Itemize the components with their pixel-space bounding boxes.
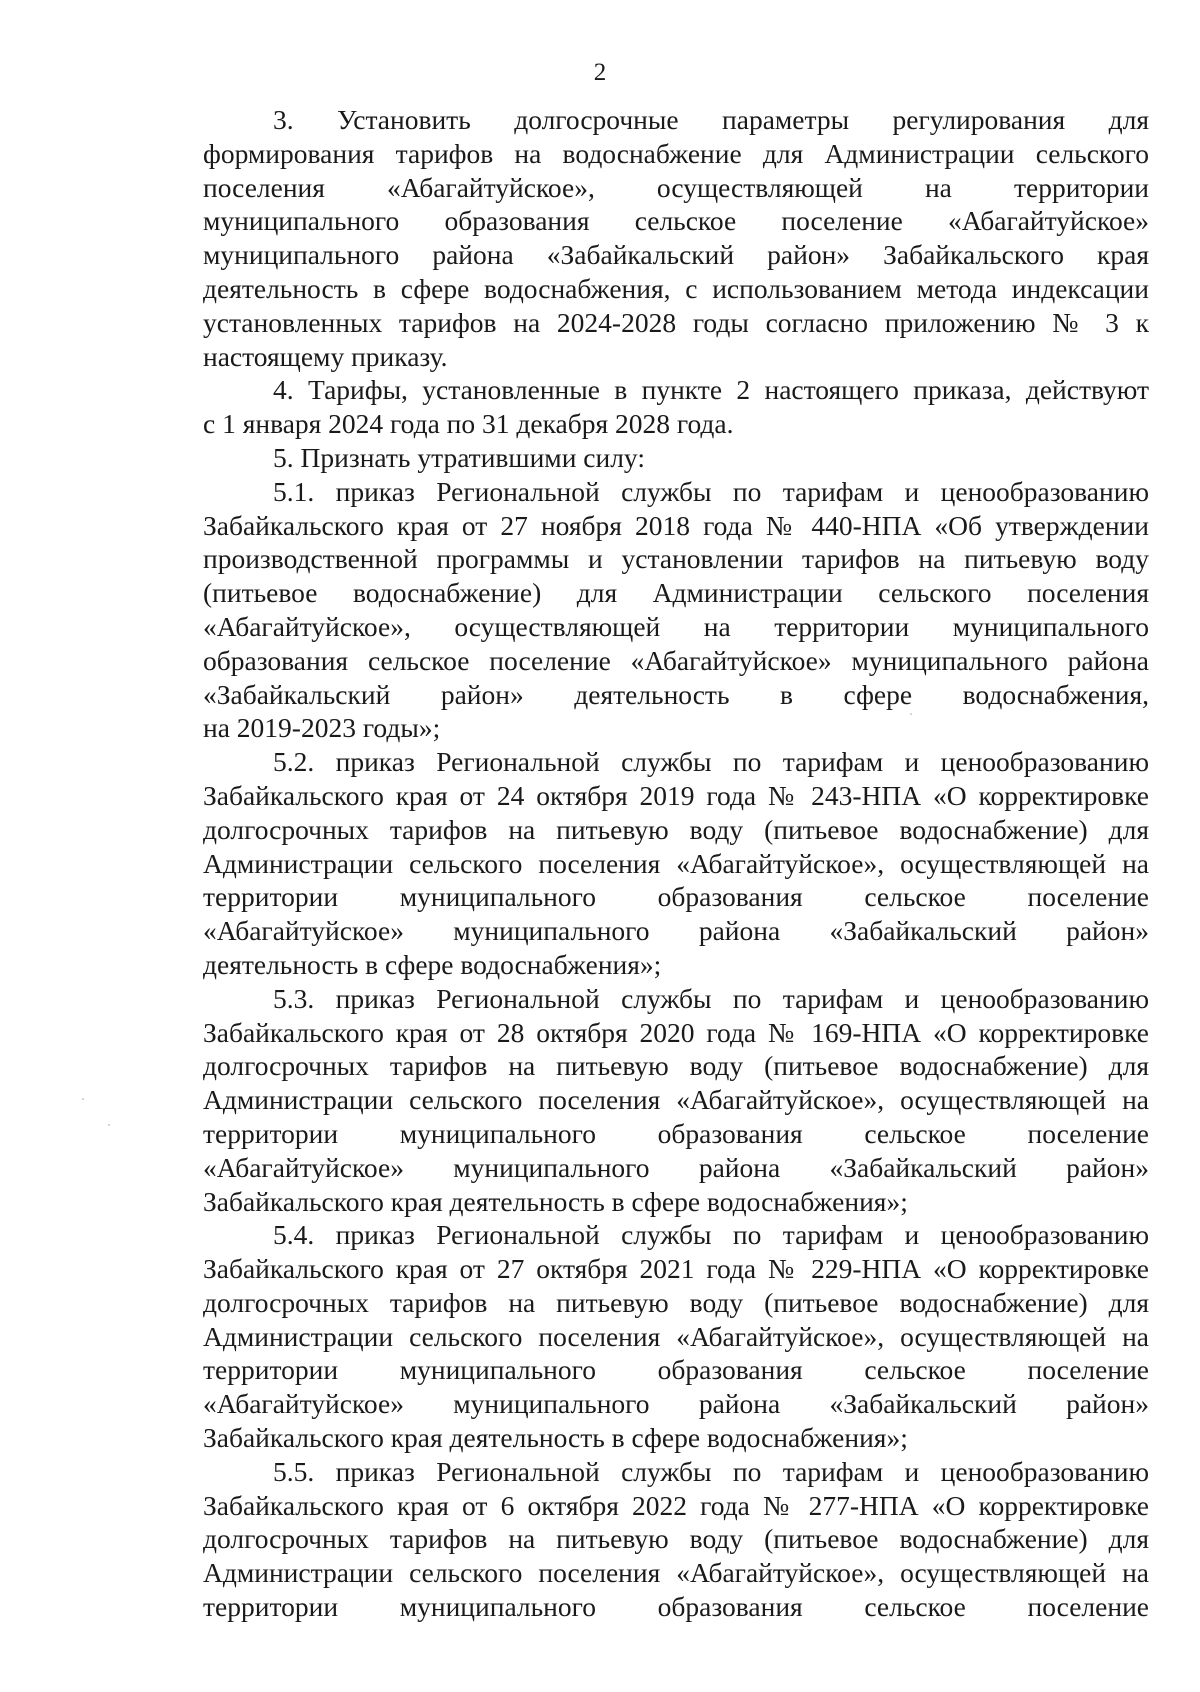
paragraph-5 — [203, 745, 1149, 982]
text-line: 5. Признать утратившими силу: — [273, 441, 645, 473]
text-line: на 2019-2023 годы»; — [203, 712, 441, 744]
text-line: долгосрочных тарифов на питьевую воду (питьевое водоснабжение) для — [203, 813, 1149, 845]
text-line: долгосрочных тарифов на питьевую воду (питьевое водоснабжение) для — [203, 1523, 1149, 1555]
text-line: «Абагайтуйское» муниципального района «Забайкальский район» — [203, 915, 1149, 947]
text-line: Забайкальского края от 24 октября 2019 года № 243-НПА «О корректировке — [203, 779, 1149, 811]
text-line: деятельность в сфере водоснабжения»; — [203, 948, 662, 980]
paragraph-1 — [203, 103, 1149, 373]
text-line: Забайкальского края от 27 октября 2021 года № 229-НПА «О корректировке — [203, 1253, 1149, 1285]
text-line: «Абагайтуйское» муниципального района «Забайкальский район» — [203, 1388, 1149, 1420]
text-line: установленных тарифов на 2024-2028 годы согласно приложению № 3 к — [203, 306, 1149, 338]
text-line: муниципального образования сельское поселение «Абагайтуйское» — [203, 205, 1149, 237]
text-line: долгосрочных тарифов на питьевую воду (питьевое водоснабжение) для — [203, 1050, 1149, 1082]
text-line: с 1 января 2024 года по 31 декабря 2028 года. — [203, 408, 734, 440]
page-number: 2 — [593, 59, 607, 86]
scan-artifact — [82, 1098, 84, 1100]
text-line: Забайкальского края от 27 ноября 2018 года № 440-НПА «Об утверждении — [203, 509, 1149, 541]
text-line: 5.5. приказ Региональной службы по тарифам и ценообразованию — [273, 1455, 1149, 1487]
text-line: Администрации сельского поселения «Абагайтуйское», осуществляющей на — [203, 1320, 1149, 1352]
scan-artifact — [108, 1124, 110, 1126]
text-line: Администрации сельского поселения «Абагайтуйское», осуществляющей на — [203, 1084, 1149, 1116]
text-line: «Забайкальский район» деятельность в сфере водоснабжения, — [203, 678, 1149, 710]
text-line: Забайкальского края от 28 октября 2020 года № 169-НПА «О корректировке — [203, 1016, 1149, 1048]
paragraph-6 — [203, 982, 1149, 1219]
text-line: Забайкальского края деятельность в сфере водоснабжения»; — [203, 1185, 908, 1217]
text-line: 5.4. приказ Региональной службы по тарифам и ценообразованию — [273, 1219, 1149, 1251]
text-line: 5.2. приказ Региональной службы по тарифам и ценообразованию — [273, 746, 1149, 778]
paragraph-3 — [203, 441, 1149, 475]
text-line: территории муниципального образования сельское поселение — [203, 881, 1149, 913]
text-line: территории муниципального образования сельское поселение — [203, 1591, 1149, 1623]
text-line: настоящему приказу. — [203, 340, 448, 372]
text-line: Администрации сельского поселения «Абагайтуйское», осуществляющей на — [203, 1557, 1149, 1589]
text-line: деятельность в сфере водоснабжения, с использованием метода индексации — [203, 272, 1149, 304]
paragraph-7 — [203, 1218, 1149, 1455]
text-line: 5.3. приказ Региональной службы по тарифам и ценообразованию — [273, 982, 1149, 1014]
text-line: «Абагайтуйское», осуществляющей на территории муниципального — [203, 610, 1149, 642]
text-line: территории муниципального образования сельское поселение — [203, 1354, 1149, 1386]
text-line: Администрации сельского поселения «Абагайтуйское», осуществляющей на — [203, 847, 1149, 879]
text-line: территории муниципального образования сельское поселение — [203, 1117, 1149, 1149]
text-line: производственной программы и установлении тарифов на питьевую воду — [203, 543, 1149, 575]
paragraph-8 — [203, 1455, 1149, 1624]
text-line: поселения «Абагайтуйское», осуществляющей на территории — [203, 171, 1149, 203]
text-line: долгосрочных тарифов на питьевую воду (питьевое водоснабжение) для — [203, 1286, 1149, 1318]
text-line: формирования тарифов на водоснабжение для Администрации сельского — [203, 137, 1149, 169]
text-line: 5.1. приказ Региональной службы по тарифам и ценообразованию — [273, 475, 1149, 507]
text-line: 3. Установить долгосрочные параметры регулирования для — [273, 104, 1149, 135]
text-line: Забайкальского края деятельность в сфере водоснабжения»; — [203, 1422, 908, 1454]
document-body — [203, 103, 1149, 1624]
scan-artifact — [910, 713, 912, 715]
paragraph-4 — [203, 475, 1149, 745]
text-line: образования сельское поселение «Абагайтуйское» муниципального района — [203, 644, 1149, 676]
text-line: 4. Тарифы, установленные в пункте 2 настоящего приказа, действуют — [273, 374, 1149, 406]
text-line: «Абагайтуйское» муниципального района «Забайкальский район» — [203, 1151, 1149, 1183]
text-line: муниципального района «Забайкальский район» Забайкальского края — [203, 239, 1149, 271]
paragraph-2 — [203, 373, 1149, 441]
text-line: (питьевое водоснабжение) для Администрации сельского поселения — [203, 577, 1149, 609]
text-line: Забайкальского края от 6 октября 2022 года № 277-НПА «О корректировке — [203, 1489, 1149, 1521]
